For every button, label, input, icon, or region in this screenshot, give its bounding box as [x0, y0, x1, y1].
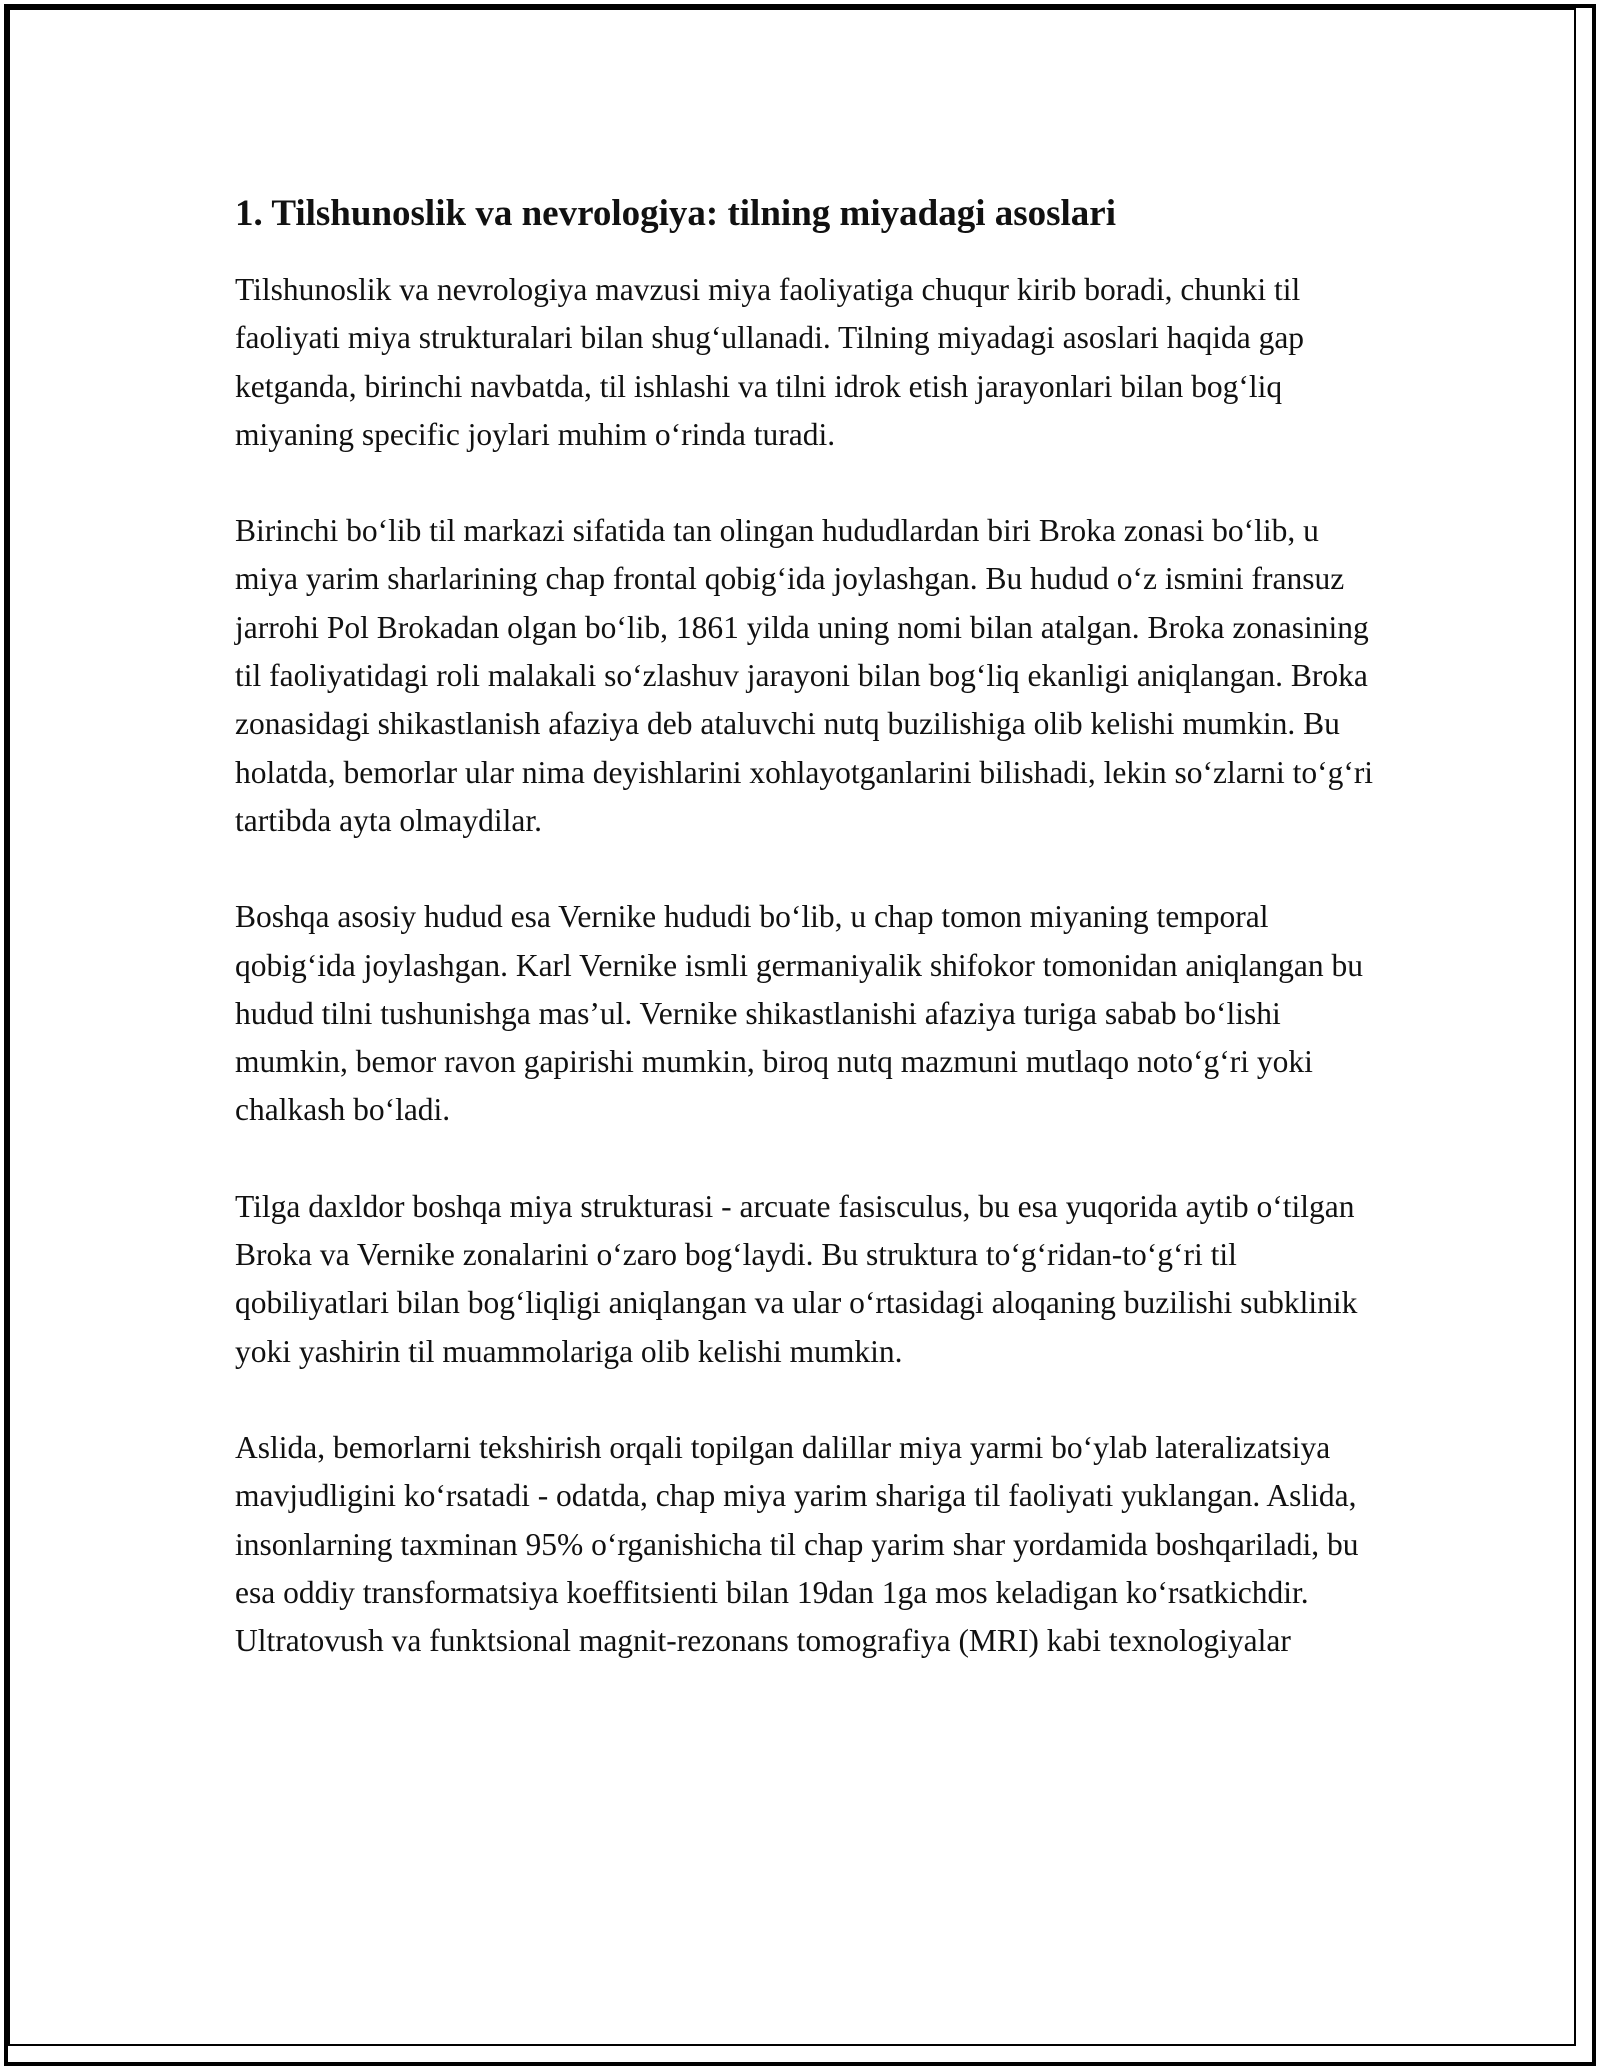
paragraph-intro: Tilshunoslik va nevrologiya mavzusi miya faoliyatiga chuqur kirib boradi, chunki til faoliyati miya strukturalari bilan shug‘ullanadi. Tilning miyadagi asoslari haqida gap ketganda, birinchi navbatda, til ishlashi va tilni idrok etish jarayonlari bilan bog‘liq miyaning specific joylari muhim o‘rinda turadi. [235, 272, 1305, 452]
paragraph-broca: Birinchi bo‘lib til markazi sifatida tan olingan hududlardan biri Broka zonasi bo‘lib, u miya yarim sharlarining chap frontal qobig‘ida joylashgan. Bu hudud o‘z ismini fransuz jarrohi Pol Brokadan olgan bo‘lib, 1861 yilda uning nomi bilan atalgan. Broka zonasining til faoliyatidagi roli malakali so‘zlashuv jarayoni bilan bog‘liq ekanligi aniqlangan. Broka zonasidagi shikastlanish afaziya deb ataluvchi nutq buzilishiga olib kelishi mumkin. Bu holatda, bemorlar ular nima deyishlarini xohlayotganlarini bilishadi, lekin so‘zlarni to‘g‘ri tartibda ayta olmaydilar. [235, 513, 1374, 838]
paragraph-arcuate: Tilga daxldor boshqa miya strukturasi - arcuate fasisculus, bu esa yuqorida aytib o‘tilgan Broka va Vernike zonalarini o‘zaro bog‘laydi. Bu struktura to‘g‘ridan-to‘g‘ri til qobiliyatlari bilan bog‘liqligi aniqlangan va ular o‘rtasidagi aloqaning buzilishi subklinik yoki yashirin til muammolariga olib kelishi mumkin. [235, 1188, 1358, 1369]
section-heading: 1. Tilshunoslik va nevrologiya: tilning miyadagi asoslari [235, 193, 1117, 234]
paragraph-wernicke: Boshqa asosiy hudud esa Vernike hududi bo‘lib, u chap tomon miyaning temporal qobig‘ida joylashgan. Karl Vernike ismli germaniyalik shifokor tomonidan aniqlangan bu hudud tilni tushunishga mas’ul. Vernike shikastlanishi afaziya turiga sabab bo‘lishi mumkin, bemor ravon gapirishi mumkin, biroq nutq mazmuni mutlaqo noto‘g‘ri yoki chalkash bo‘ladi. [235, 899, 1363, 1128]
paragraph-lateralization: Aslida, bemorlarni tekshirish orqali topilgan dalillar miya yarmi bo‘ylab lateralizatsiya mavjudligini ko‘rsatadi - odatda, chap miya yarim shariga til faoliyati yuklangan. Aslida, insonlarning taxminan 95% o‘rganishicha til chap yarim shar yordamida boshqariladi, bu esa oddiy transformatsiya koeffitsienti bilan 19dan 1ga mos keladigan ko‘rsatkichdir. Ultratovush va funktsional magnit-rezonans tomografiya (MRI) kabi texnologiyalar [235, 1429, 1359, 1659]
document-body [235, 188, 1375, 1713]
